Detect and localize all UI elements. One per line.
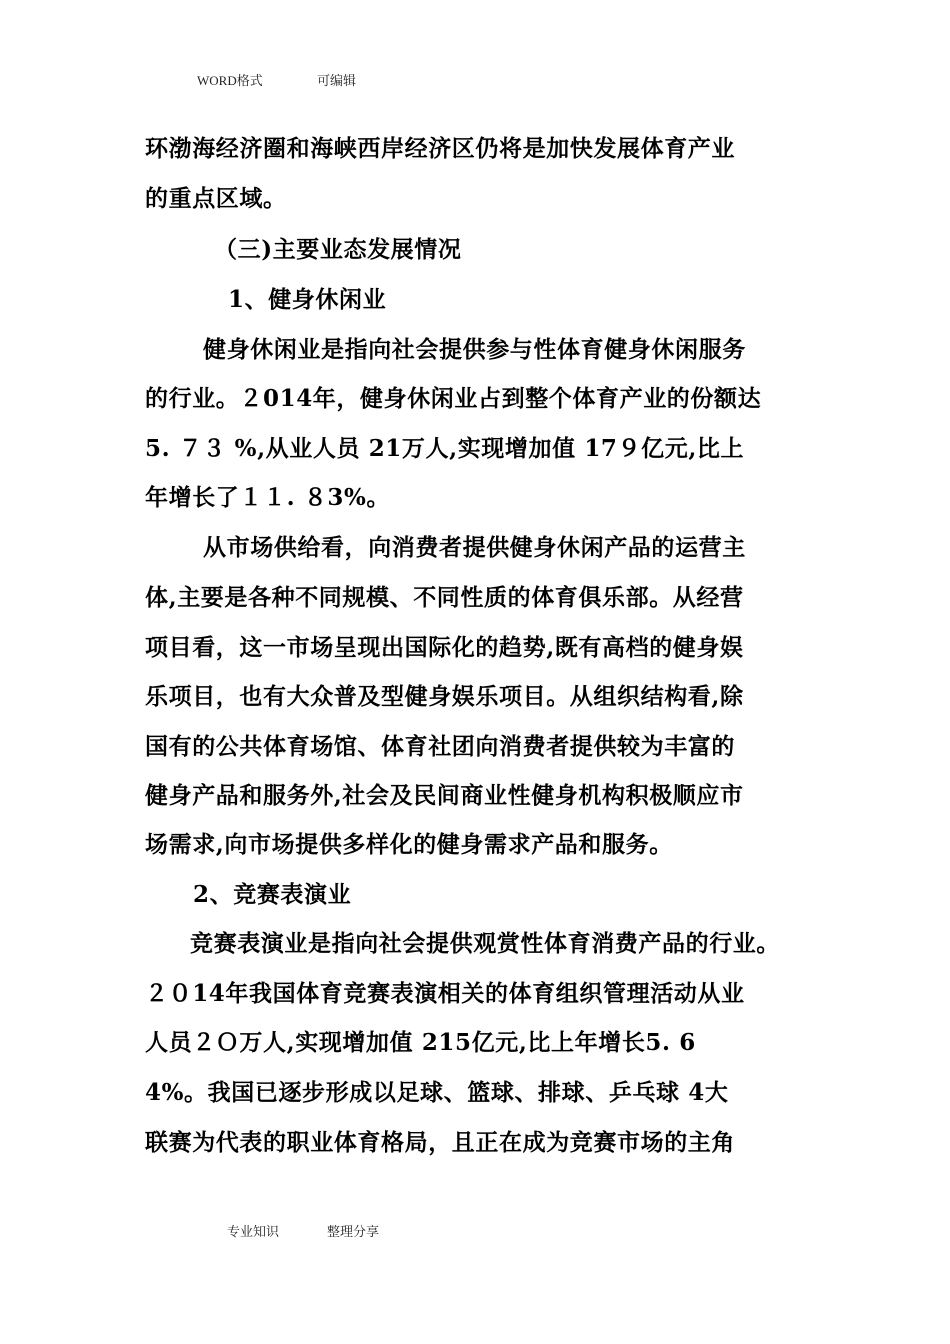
paragraph-line: 竞赛表演业是指向社会提供观赏性体育消费产品的行业。 [190, 930, 780, 957]
paragraph-line: 项目看，这一市场呈现出国际化的趋势,既有高档的健身娱 [145, 634, 744, 661]
paragraph-line: 的行业。２014年，健身休闲业占到整个体育产业的份额达 [145, 385, 762, 412]
paragraph-line: 健身休闲业是指向社会提供参与性体育健身休闲服务 [203, 336, 746, 363]
paragraph-line: 国有的公共体育场馆、体育社团向消费者提供较为丰富的 [145, 733, 735, 760]
paragraph-line: 的重点区域。 [145, 185, 287, 212]
paragraph-line: 乐项目，也有大众普及型健身娱乐项目。从组织结构看,除 [145, 683, 744, 710]
section-heading: （三)主要业态发展情况 [214, 236, 462, 263]
paragraph-line: 从市场供给看，向消费者提供健身休闲产品的运营主 [203, 534, 746, 561]
footer-right-label: 整理分享 [327, 1224, 380, 1239]
subsection-heading: 2、竞赛表演业 [193, 881, 352, 908]
paragraph-line: 场需求,向市场提供多样化的健身需求产品和服务。 [145, 831, 673, 858]
paragraph-line: 健身产品和服务外,社会及民间商业性健身机构积极顺应市 [145, 782, 744, 809]
paragraph-line: 5. ７３ %,从业人员 21万人,实现增加值 17９亿元,比上 [145, 435, 745, 462]
paragraph-line: 年增长了１１. ８3%。 [145, 484, 391, 511]
footer-left-label: 专业知识 [227, 1224, 280, 1239]
paragraph-line: ２０14年我国体育竞赛表演相关的体育组织管理活动从业 [145, 980, 745, 1007]
paragraph-line: 联赛为代表的职业体育格局，且正在成为竞赛市场的主角 [145, 1129, 735, 1156]
header-format-label: WORD格式 [197, 73, 263, 88]
paragraph-line: 环渤海经济圈和海峡西岸经济区仍将是加快发展体育产业 [145, 135, 735, 162]
subsection-heading: 1、健身休闲业 [228, 286, 387, 313]
paragraph-line: 4%。我国已逐步形成以足球、篮球、排球、乒乓球 4大 [145, 1079, 729, 1106]
paragraph-line: 体,主要是各种不同规模、不同性质的体育俱乐部。从经营 [145, 584, 744, 611]
paragraph-line: 人员２Ｏ万人,实现增加值 215亿元,比上年增长5. 6 [145, 1029, 696, 1056]
header-editable-label: 可编辑 [317, 73, 357, 88]
